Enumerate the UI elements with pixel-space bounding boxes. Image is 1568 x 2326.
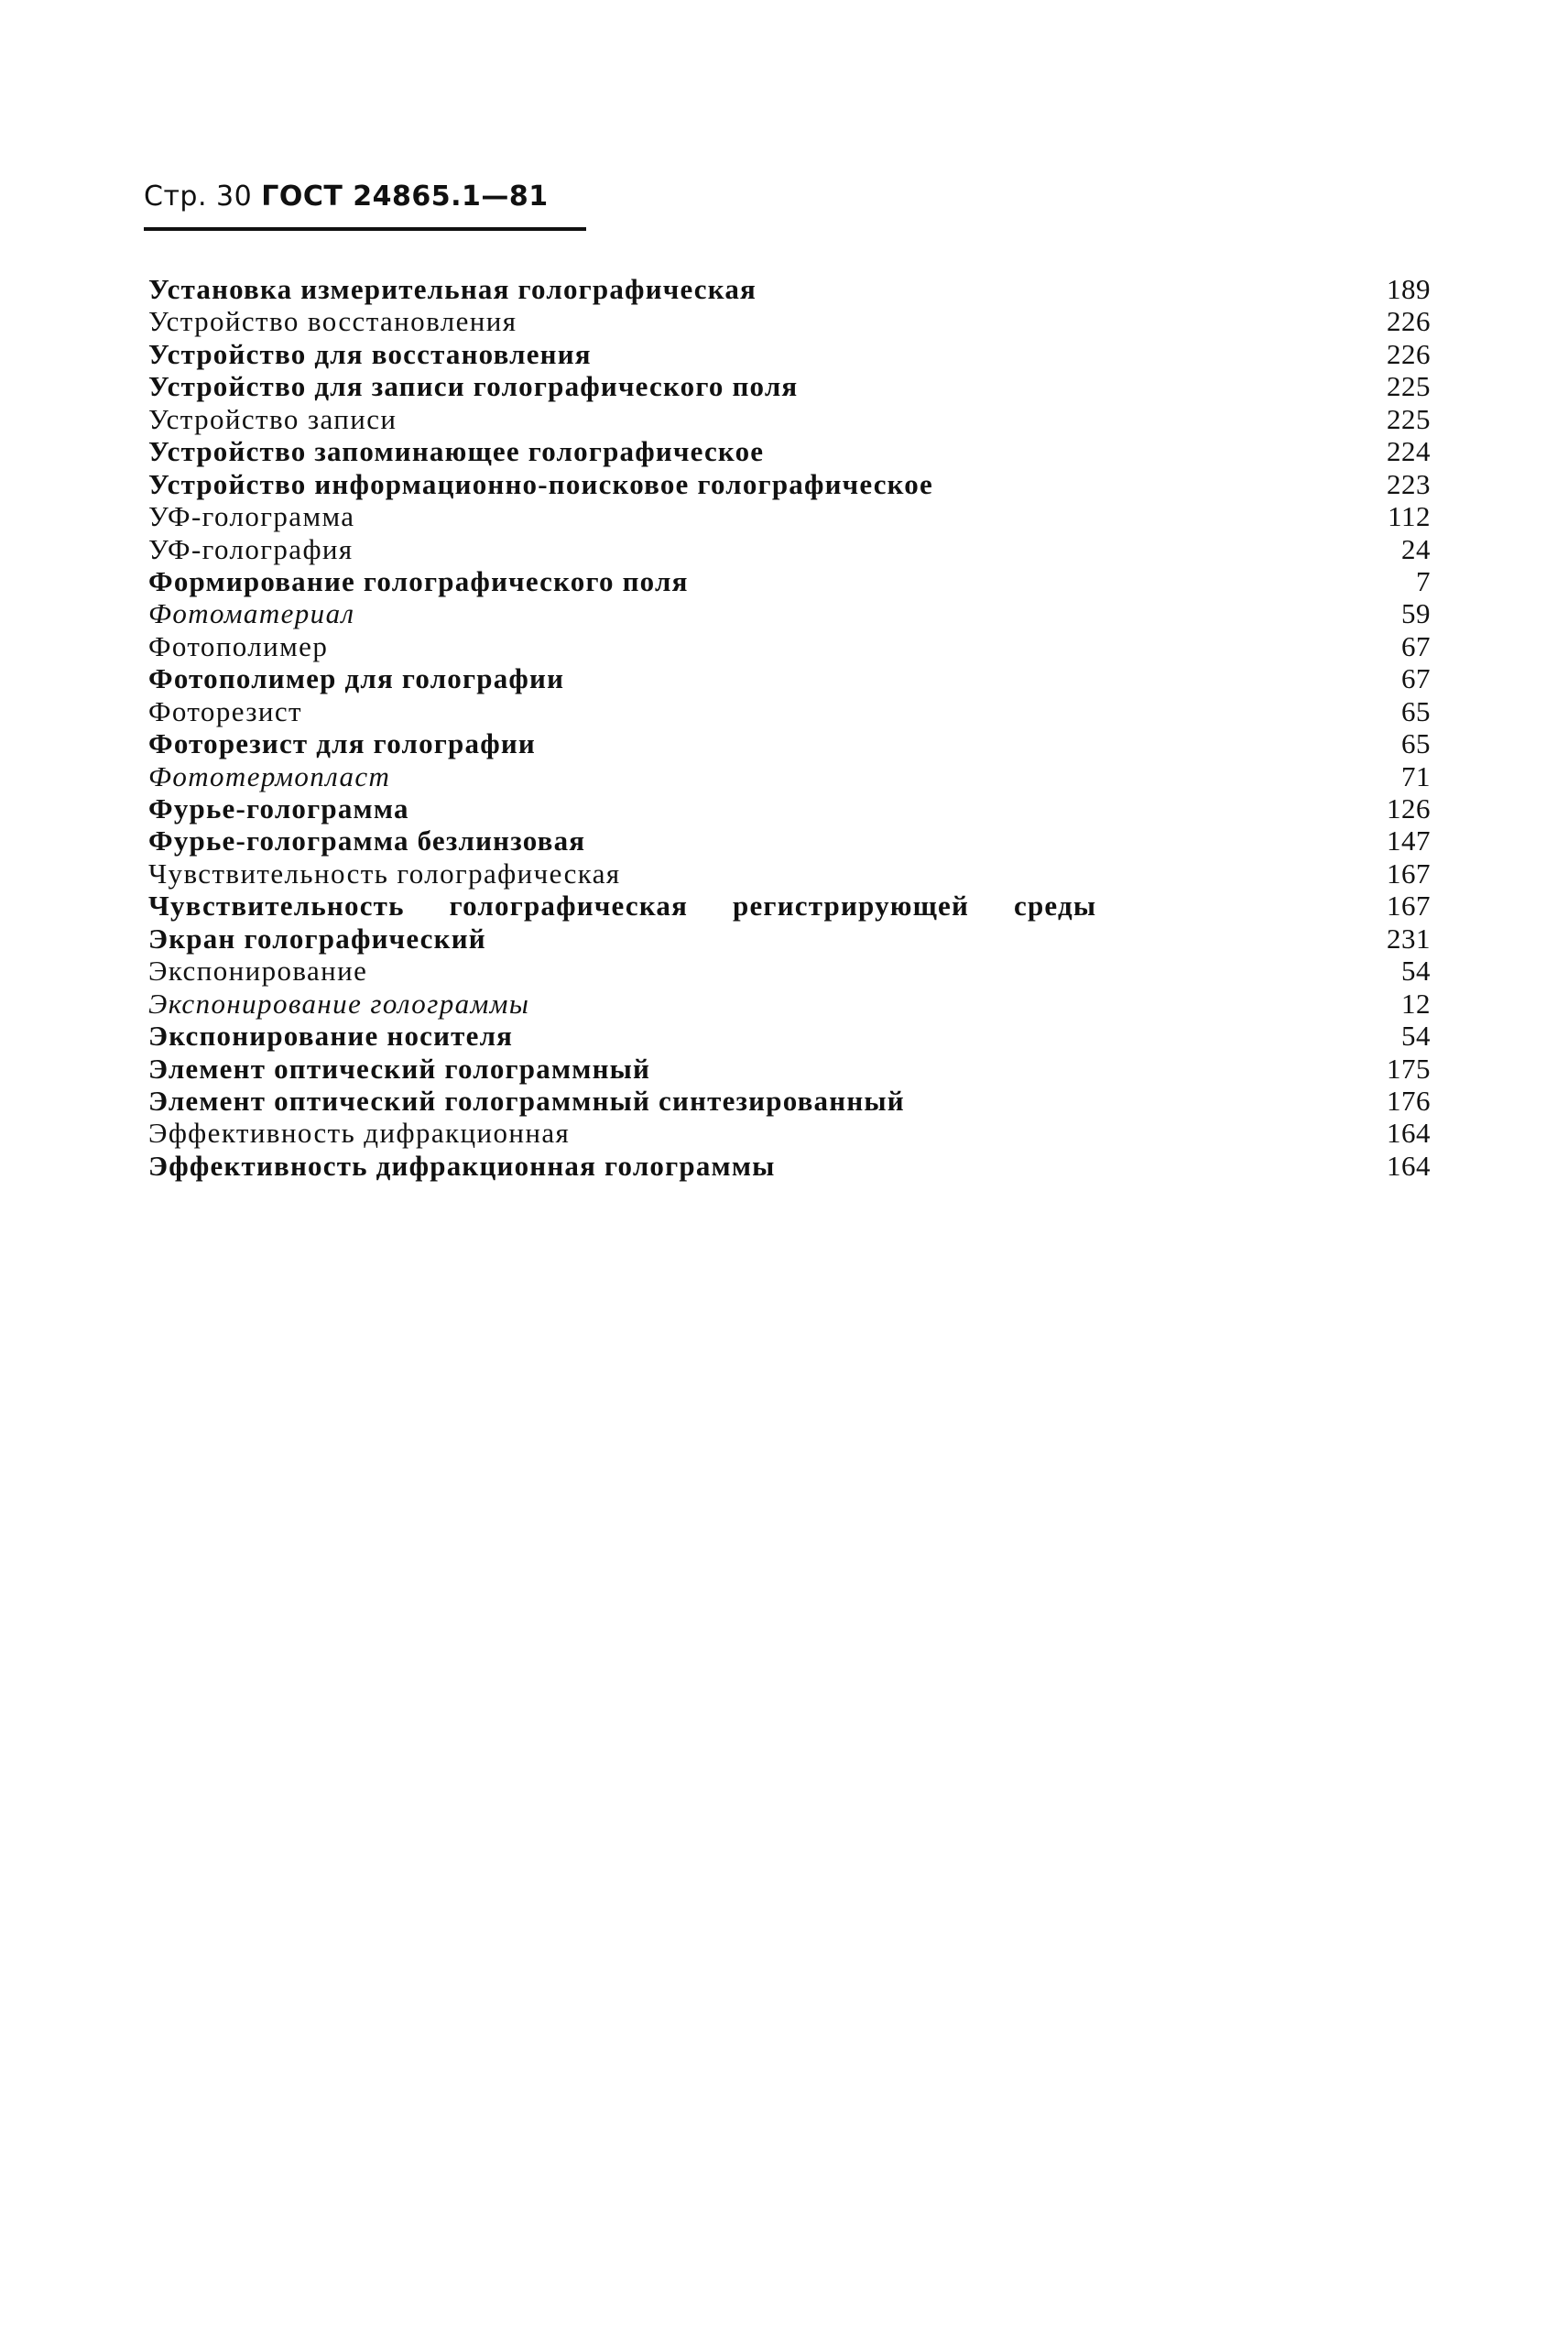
index-page-number: 223: [1387, 467, 1431, 500]
index-page-number: 231: [1387, 922, 1431, 955]
index-entry: [148, 468, 1431, 500]
index-term: Эффективность дифракционная: [148, 1117, 571, 1150]
index-page-number: 164: [1387, 1149, 1431, 1182]
index-entry: [148, 857, 1431, 890]
index-entry: [148, 727, 1431, 759]
index-term: Элемент оптический голограммный синтезированный: [148, 1084, 905, 1117]
index-page-number: 167: [1387, 857, 1431, 890]
index-entry: [148, 370, 1431, 402]
index-term: Фотополимер для голографии: [148, 662, 565, 695]
index-page-number: 59: [1401, 597, 1431, 630]
standard-number: ГОСТ 24865.1—81: [261, 180, 549, 213]
index-page-number: 167: [1387, 890, 1431, 923]
index-entry: [148, 565, 1431, 597]
index-page-number: 175: [1387, 1052, 1431, 1085]
index-term: Формирование голографического поля: [148, 564, 689, 597]
index-entry: [148, 500, 1431, 532]
index-page-number: 112: [1388, 500, 1431, 533]
index-page-number: 176: [1387, 1084, 1431, 1117]
index-term: Установка измерительная голографическая: [148, 273, 757, 305]
index-term: Устройство записи: [148, 402, 397, 435]
index-page-number: 189: [1387, 273, 1431, 305]
index-term: Устройство для восстановления: [148, 337, 592, 370]
index-page-number: 225: [1387, 402, 1431, 435]
index-entry: [148, 630, 1431, 662]
index-term: Чувствительность голографическая регистрирующей среды: [148, 890, 1097, 923]
index-term: Устройство информационно-поисковое голографическое: [148, 467, 933, 500]
index-page-number: 67: [1401, 629, 1431, 662]
index-page-number: 147: [1387, 824, 1431, 857]
index-page-number: 65: [1401, 727, 1431, 760]
index-term: Элемент оптический голограммный: [148, 1052, 651, 1085]
index-term: Фотополимер: [148, 629, 329, 662]
page-header: [144, 180, 549, 214]
index-entry: [148, 1053, 1431, 1085]
index-term: Фототермопласт: [148, 759, 391, 792]
index-entry: [148, 1117, 1431, 1149]
index-page-number: 71: [1401, 759, 1431, 792]
index-entry: [148, 1150, 1431, 1182]
index-entry: [148, 792, 1431, 824]
index-page-number: 67: [1401, 662, 1431, 695]
index-term: Экран голографический: [148, 922, 486, 955]
index-entry: [148, 695, 1431, 727]
index-term: УФ-голография: [148, 532, 354, 565]
index-entry: [148, 923, 1431, 955]
index-entry: [148, 988, 1431, 1020]
index-term: Экспонирование: [148, 955, 368, 988]
index-entry: [148, 824, 1431, 857]
index-page-number: 224: [1387, 435, 1431, 468]
index-page-number: 54: [1401, 1020, 1431, 1053]
index-entry: [148, 760, 1431, 792]
index-term: Устройство восстановления: [148, 305, 517, 338]
index-entry: [148, 890, 1431, 922]
index-term: Устройство для записи голографического поля: [148, 370, 799, 403]
index-entry: [148, 533, 1431, 565]
index-term: Фурье-голограмма: [148, 792, 409, 824]
index-entry: [148, 662, 1431, 694]
index-page-number: 54: [1401, 955, 1431, 988]
index-term: Устройство запоминающее голографическое: [148, 435, 765, 468]
index-entry: [148, 1085, 1431, 1117]
index-page-number: 225: [1387, 370, 1431, 403]
header-underline: [144, 227, 586, 231]
index-term: Фоторезист: [148, 694, 303, 727]
index-page-number: 164: [1387, 1117, 1431, 1150]
index-page-number: 65: [1401, 694, 1431, 727]
index-entry: [148, 338, 1431, 370]
index-entry: [148, 1020, 1431, 1052]
index-page-number: 226: [1387, 305, 1431, 338]
index-term: Экспонирование носителя: [148, 1020, 514, 1053]
index-entry: [148, 597, 1431, 629]
index-entry: [148, 955, 1431, 987]
index-term: Эффективность дифракционная голограммы: [148, 1149, 776, 1182]
index-entry: [148, 273, 1431, 305]
index-page-number: 226: [1387, 337, 1431, 370]
index-page-number: 24: [1401, 532, 1431, 565]
index-term: Фурье-голограмма безлинзовая: [148, 824, 586, 857]
index-entry: [148, 435, 1431, 467]
subject-index: [148, 273, 1431, 1182]
index-term: Фотоматериал: [148, 597, 355, 630]
index-term: УФ-голограмма: [148, 500, 355, 533]
index-entry: [148, 403, 1431, 435]
index-entry: [148, 305, 1431, 337]
index-page-number: 7: [1416, 564, 1431, 597]
index-term: Чувствительность голографическая: [148, 857, 621, 890]
index-page-number: 12: [1401, 987, 1431, 1020]
index-term: Фоторезист для голографии: [148, 727, 536, 760]
index-term: Экспонирование голограммы: [148, 987, 530, 1020]
page-label: Стр. 30: [144, 180, 253, 213]
index-page-number: 126: [1387, 792, 1431, 824]
